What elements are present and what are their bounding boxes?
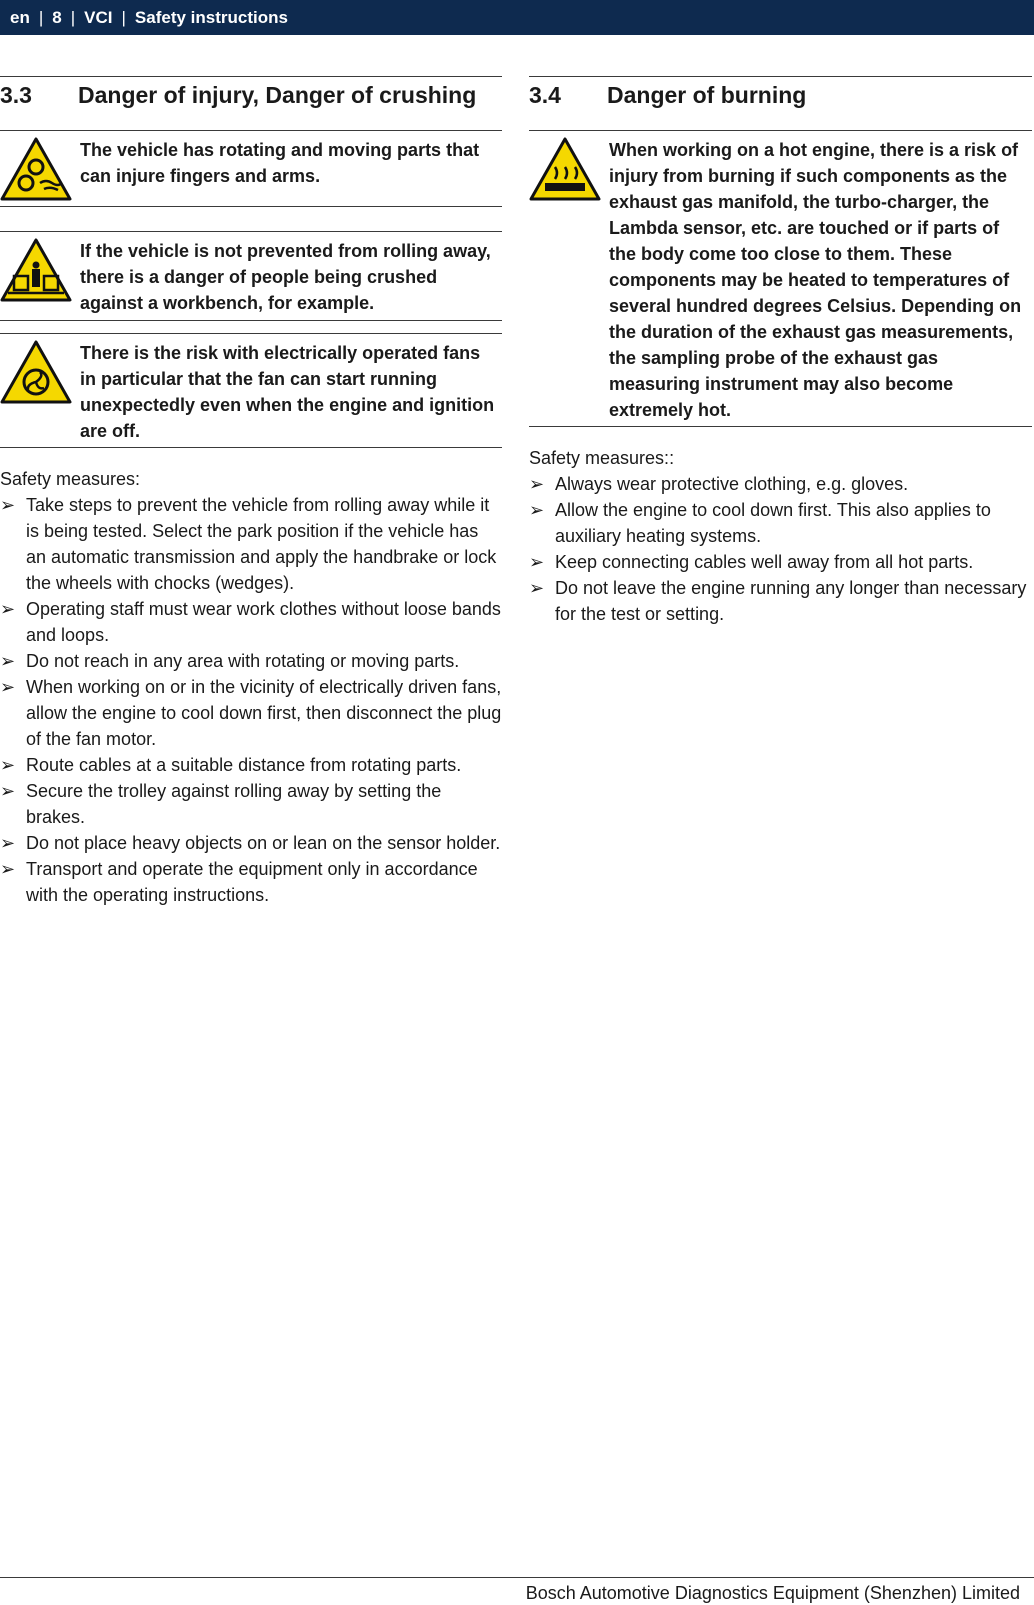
measures-title: Safety measures:: xyxy=(529,448,675,468)
list-item: ➢ Allow the engine to cool down first. This also applies to auxiliary heating systems. xyxy=(529,497,1032,549)
crushing-warning-icon xyxy=(0,238,80,312)
list-item: ➢ Do not reach in any area with rotating or moving parts. xyxy=(0,648,502,674)
list-item: ➢ When working on or in the vicinity of electrically driven fans, allow the engine to cool down first, then disconnect the plug of the fan motor. xyxy=(0,674,502,752)
list-item: ➢ Keep connecting cables well away from all hot parts. xyxy=(529,549,1032,575)
footer-company: Bosch Automotive Diagnostics Equipment (Shenzhen) Limited xyxy=(525,1583,1020,1603)
rotating-parts-warning-icon xyxy=(0,137,80,198)
warning-text: There is the risk with electrically operated fans in particular that the fan can start running unexpectedly even when the engine and ignition are off. xyxy=(80,343,495,441)
warning-block xyxy=(0,130,502,207)
header-separator: | xyxy=(121,7,126,27)
arrow-bullet-icon: ➢ xyxy=(0,859,16,879)
section-title: Danger of injury, Danger of crushing xyxy=(78,82,477,108)
warning-text: If the vehicle is not prevented from rolling away, there is a danger of people being crushed against a workbench, for example. xyxy=(80,241,491,313)
header-separator: | xyxy=(38,7,44,27)
arrow-bullet-icon: ➢ xyxy=(0,781,16,801)
section-number: 3.4 xyxy=(529,82,561,108)
arrow-bullet-icon: ➢ xyxy=(0,651,16,671)
section-number: 3.3 xyxy=(0,82,32,108)
arrow-bullet-icon: ➢ xyxy=(529,578,545,598)
warning-block xyxy=(529,130,1032,427)
list-item: ➢ Transport and operate the equipment only in accordance with the operating instructions. xyxy=(0,856,502,908)
section-heading xyxy=(0,76,502,130)
header-language: en xyxy=(10,7,30,27)
page-header xyxy=(0,0,1034,35)
arrow-bullet-icon: ➢ xyxy=(0,495,16,515)
header-product: VCI xyxy=(84,7,113,27)
section-heading xyxy=(529,76,1032,130)
list-item: ➢ Always wear protective clothing, e.g. gloves. xyxy=(529,471,1032,497)
warning-block xyxy=(0,231,502,321)
header-separator: | xyxy=(70,7,76,27)
measures-list xyxy=(0,492,502,908)
header-section: Safety instructions xyxy=(134,7,288,27)
arrow-bullet-icon: ➢ xyxy=(0,833,16,853)
arrow-bullet-icon: ➢ xyxy=(0,677,16,697)
hot-surface-warning-icon xyxy=(529,137,609,418)
warning-text: The vehicle has rotating and moving parts that can injure fingers and arms. xyxy=(80,140,480,186)
safety-measures xyxy=(529,445,1032,627)
list-item: ➢ Do not leave the engine running any longer than necessary for the test or setting. xyxy=(529,575,1032,627)
fan-warning-icon xyxy=(0,340,80,439)
measures-list xyxy=(529,471,1032,627)
footer-divider xyxy=(0,1577,1034,1578)
arrow-bullet-icon: ➢ xyxy=(0,599,16,619)
warning-block xyxy=(0,333,502,448)
section-3-4 xyxy=(529,76,1032,627)
header-page-number: 8 xyxy=(52,7,62,27)
measures-title: Safety measures: xyxy=(0,469,141,489)
arrow-bullet-icon: ➢ xyxy=(0,755,16,775)
list-item: ➢ Secure the trolley against rolling away by setting the brakes. xyxy=(0,778,502,830)
section-3-3 xyxy=(0,76,502,908)
list-item: ➢ Do not place heavy objects on or lean on the sensor holder. xyxy=(0,830,502,856)
arrow-bullet-icon: ➢ xyxy=(529,500,545,520)
arrow-bullet-icon: ➢ xyxy=(529,474,545,494)
safety-measures xyxy=(0,466,502,908)
list-item: ➢ Operating staff must wear work clothes without loose bands and loops. xyxy=(0,596,502,648)
warning-text: When working on a hot engine, there is a risk of injury from burning if such components as the exhaust gas manifold, the turbo-charger, the Lambda sensor, etc. are touched or if parts of the body come too close to them. These components may be heated to temperatures of several hundred degrees Celsius. Depending on the duration of the exhaust gas measurements, the sampling probe of the exhaust gas measuring instrument may also become extremely hot. xyxy=(609,140,1022,420)
list-item: ➢ Take steps to prevent the vehicle from rolling away while it is being tested. Select the park position if the vehicle has an automatic transmission and apply the handbrake or lock the wheels with chocks (wedges). xyxy=(0,492,502,596)
arrow-bullet-icon: ➢ xyxy=(529,552,545,572)
section-title: Danger of burning xyxy=(607,82,807,108)
list-item: ➢ Route cables at a suitable distance from rotating parts. xyxy=(0,752,502,778)
